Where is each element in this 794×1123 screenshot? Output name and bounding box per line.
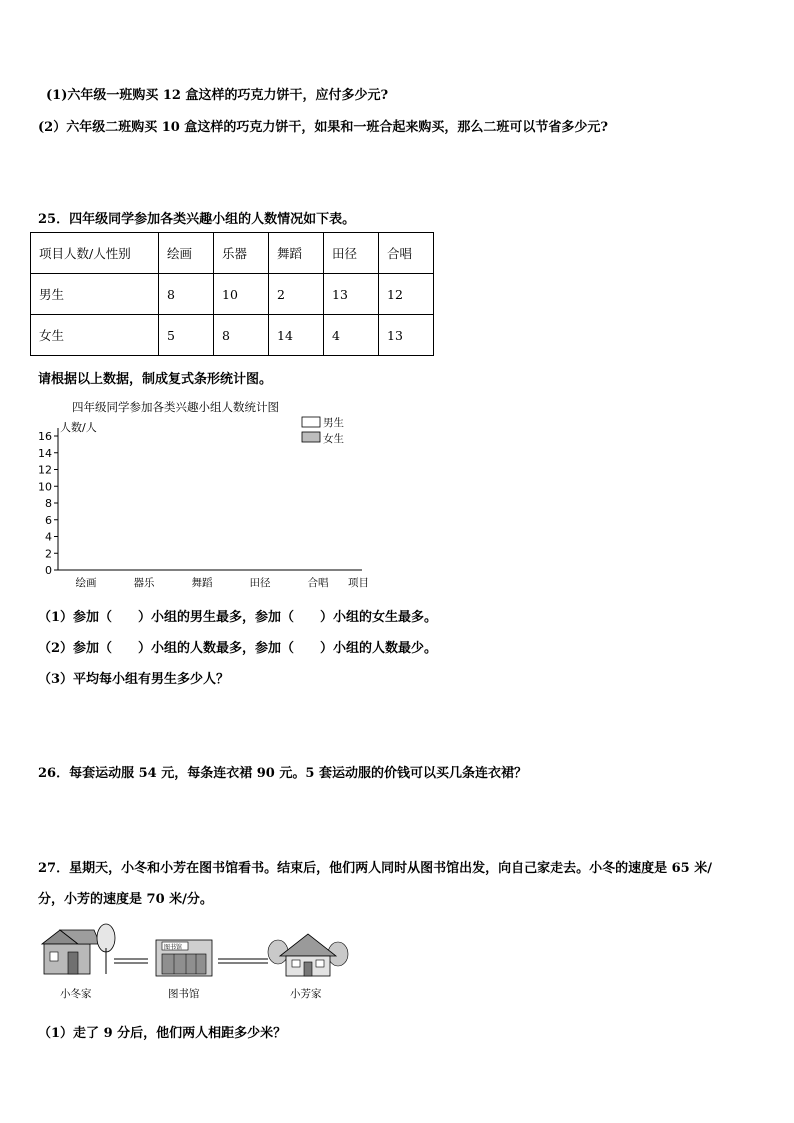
xiaodong-house-icon: [42, 924, 115, 974]
chart-title: 四年级同学参加各类兴趣小组人数统计图: [72, 400, 279, 414]
xiaofang-house-label: 小芳家: [290, 988, 322, 1000]
table-row: [31, 315, 434, 356]
x-category-label: 器乐: [133, 577, 155, 589]
y-tick-label: 6: [45, 513, 52, 527]
x-category-label: 绘画: [75, 577, 97, 589]
xiaodong-house-label: 小冬家: [60, 988, 92, 1000]
y-tick-label: 8: [45, 497, 52, 510]
x-categories: [76, 576, 329, 589]
y-tick-label: 14: [38, 446, 52, 460]
q25-sub2: （2）参加（ ）小组的人数最多，参加（ ）小组的人数最少。: [38, 641, 438, 656]
legend-swatch-girls: [302, 432, 320, 442]
y-ticks: [38, 430, 58, 577]
q27-line1: 27．星期天，小冬和小芳在图书馆看书。结束后，他们两人同时从图书馆出发，向自己家走去。小冬的速度是 65 米/: [38, 861, 712, 876]
y-tick-label: 16: [38, 430, 52, 443]
legend-label-girls: 女生: [323, 433, 344, 445]
library-label: 图书馆: [168, 988, 200, 1000]
table-header-cell: 田径: [324, 233, 379, 274]
q26-text: 26．每套运动服 54 元，每条连衣裙 90 元。5 套运动服的价钱可以买几条连衣裙？: [38, 766, 527, 781]
table-cell: 5: [159, 315, 214, 356]
x-category-label: 合唱: [307, 577, 329, 589]
y-tick-label: 10: [38, 480, 52, 494]
table-header-cell: 合唱: [379, 233, 434, 274]
table-cell: 14: [269, 315, 324, 356]
table-cell: 13: [379, 315, 434, 356]
y-axis-label: 人数/人: [60, 421, 97, 434]
q24-part2: (2）六年级二班购买 10 盒这样的巧克力饼干，如果和一班合起来购买，那么二班可以节省多少元?: [38, 120, 608, 135]
table-cell: 8: [214, 315, 269, 356]
x-axis-label: 项目: [348, 577, 369, 589]
q25-title: 25．四年级同学参加各类兴趣小组的人数情况如下表。: [38, 212, 356, 227]
x-category-label: 田径: [249, 577, 271, 589]
table-header-row: [31, 233, 434, 274]
q25-sub3: （3）平均每小组有男生多少人？: [38, 672, 230, 687]
table-header-cell: 项目人数/人性别: [31, 233, 159, 274]
legend-label-boys: 男生: [323, 417, 344, 429]
table-cell: 13: [324, 274, 379, 315]
table-cell: 12: [379, 274, 434, 315]
library-building-icon: [156, 940, 212, 976]
library-sign: 图书馆: [164, 944, 183, 951]
table-header-cell: 乐器: [214, 233, 269, 274]
y-tick-label: 0: [45, 564, 52, 577]
q25-sub1: （1）参加（ ）小组的男生最多，参加（ ）小组的女生最多。: [38, 610, 438, 625]
x-category-label: 舞蹈: [191, 577, 213, 589]
y-tick-label: 2: [45, 547, 52, 561]
table-cell: 男生: [31, 274, 159, 315]
q24-part1: (1)六年级一班购买 12 盒这样的巧克力饼干，应付多少元?: [46, 88, 389, 103]
table-row: [31, 274, 434, 315]
table-header-cell: 舞蹈: [269, 233, 324, 274]
table-cell: 10: [214, 274, 269, 315]
legend-swatch-boys: [302, 417, 320, 427]
table-cell: 2: [269, 274, 324, 315]
y-tick-label: 4: [45, 530, 52, 544]
table-cell: 女生: [31, 315, 159, 356]
table-cell: 8: [159, 274, 214, 315]
data-table: [30, 232, 434, 356]
route-illustration: [38, 918, 358, 1002]
table-header-cell: 绘画: [159, 233, 214, 274]
q25-instruction: 请根据以上数据，制成复式条形统计图。: [38, 372, 273, 387]
bar-chart: [30, 392, 390, 594]
table-cell: 4: [324, 315, 379, 356]
y-tick-label: 12: [38, 463, 52, 477]
q27-sub1: （1）走了 9 分后，他们两人相距多少米？: [38, 1026, 287, 1041]
xiaofang-house-icon: [268, 934, 348, 976]
q27-line2: 分，小芳的速度是 70 米/分。: [38, 892, 213, 907]
